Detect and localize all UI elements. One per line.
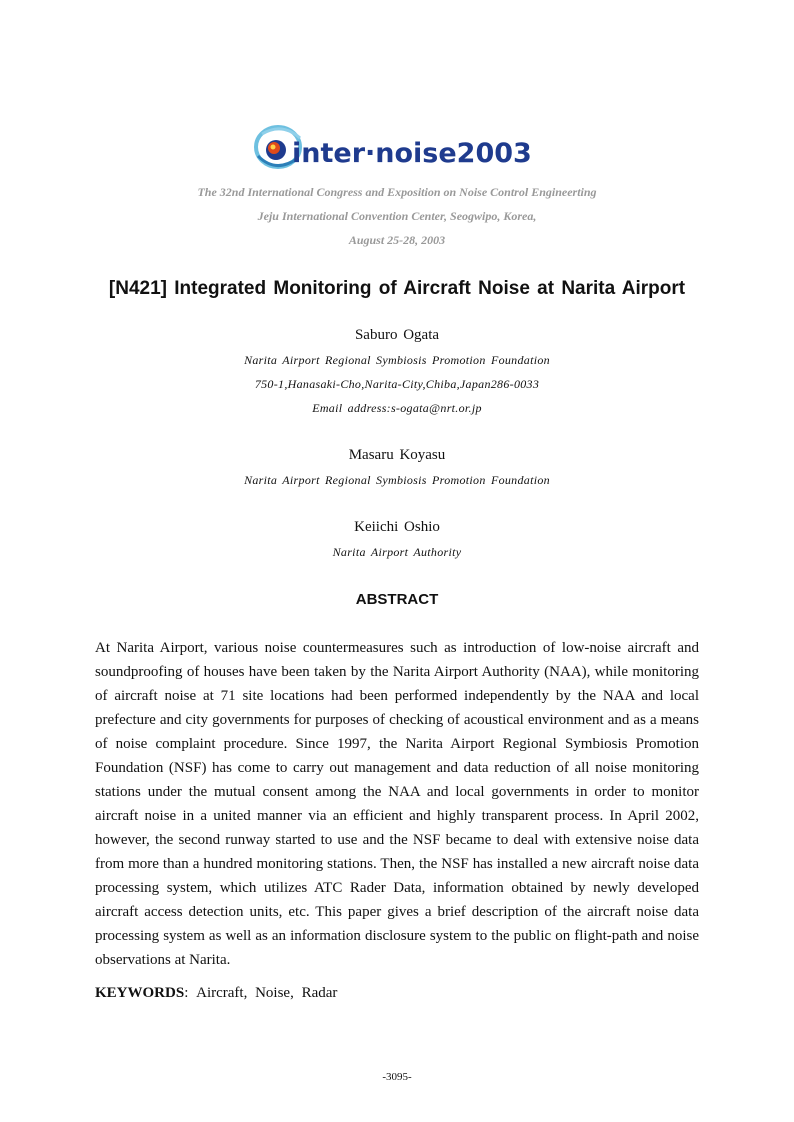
author-name: Masaru Koyasu [348, 447, 446, 463]
swirl-globe-icon [248, 120, 548, 178]
keywords-label: KEYWORDS [95, 985, 185, 1001]
author-affiliation: Narita Airport Regional Symbiosis Promotion Foundation [244, 353, 550, 367]
conference-name: The 32nd International Congress and Exposition on Noise Control Engineerting [197, 185, 597, 199]
paper-title: [N421] Integrated Monitoring of Aircraft Noise at Narita Airport [108, 278, 686, 299]
author-email: Email address:s-ogata@nrt.or.jp [312, 401, 482, 415]
author-affiliation: Narita Airport Regional Symbiosis Promotion Foundation [244, 473, 550, 487]
conference-venue: Jeju International Convention Center, Seogwipo, Korea, [257, 209, 537, 223]
abstract-body: At Narita Airport, various noise countermeasures such as introduction of low-noise aircraft and soundproofing of houses have been taken by the Narita Airport Authority (NAA), while monitoring of aircraft noise at 71 site locations had been performed independently by the NAA and local prefecture and city governments for purposes of checking of acoustical environment and as a means of noise complaint procedure. Since 1997, the Narita Airport Regional Symbiosis Promotion Foundation (NSF) has come to carry out management and data reduction of all noise monitoring stations under the mutual consent among the NAA and local governments in order to monitor aircraft noise in a united manner via an efficient and highly transparent process. In April 2002, however, the second runway started to use and the NSF became to deal with extensive noise data from more than a hundred monitoring stations. Then, the NSF has installed a new aircraft noise data processing system, which utilizes ATC Rader Data, information obtained by newly developed aircraft access detection units, etc. This paper gives a brief description of the aircraft noise data processing system as well as an information disclosure system to the public on flight-path and noise observations at Narita. [95, 640, 699, 968]
conference-dates: August 25-28, 2003 [348, 233, 446, 247]
keyword: Aircraft, [196, 985, 248, 1001]
author-name: Saburo Ogata [354, 327, 440, 343]
logo-text: inter·noise2003 [292, 138, 532, 169]
author-name: Keiichi Oshio [354, 519, 440, 535]
keyword: Noise, [255, 985, 294, 1001]
author-address: 750-1,Hanasaki-Cho,Narita-City,Chiba,Japan286-0033 [254, 377, 540, 391]
conference-logo [248, 120, 548, 178]
page-number: -3095- [382, 1071, 412, 1083]
keyword: Radar [301, 985, 338, 1001]
abstract-heading: ABSTRACT [355, 591, 439, 608]
author-affiliation: Narita Airport Authority [332, 545, 462, 559]
keywords-line: KEYWORDS: Aircraft, Noise, Radar [95, 985, 338, 1001]
